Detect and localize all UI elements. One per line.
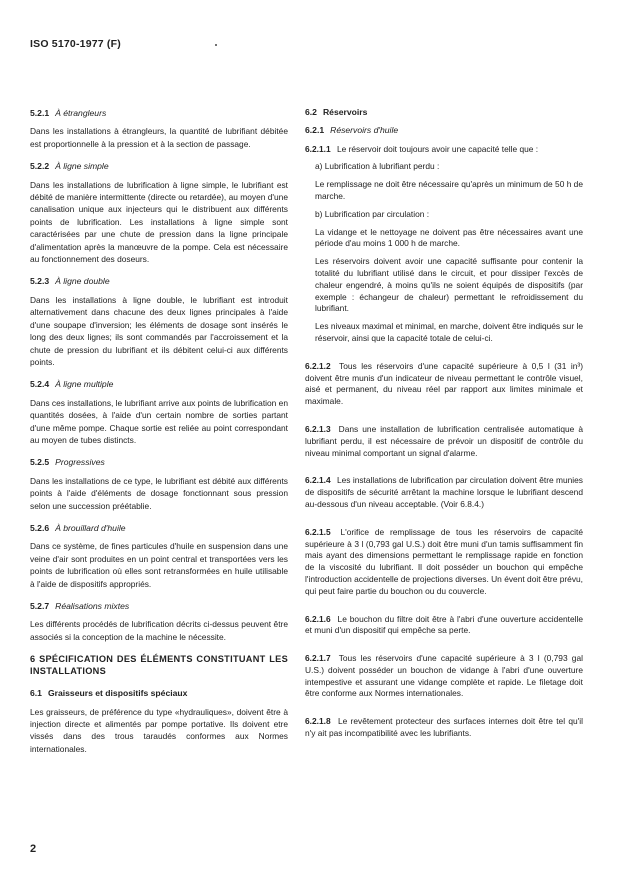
section-number: 5.2.7 [30,601,50,611]
section-number: 6.1 [30,688,42,699]
paragraph-text: Tous les réservoirs d'une capacité supérieure à 3 l (0,793 gal U.S.) doivent posséder un bouchon de vidange à l'abri d'une ouverture intempestive et assurant une vidange complète et rapide. Le filetage doit être conforme aux Normes internationales. [305,653,583,699]
section-title: Réservoirs [322,107,368,117]
item-a: a) Lubrification à lubrifiant perdu : [315,161,440,172]
paragraph-5-2-2: Dans les installations de lubrification à ligne simple, le lubrifiant est débité de manière intermittente (directe ou retardée), au moyen d'une canalisation unique aux injecteurs qui le distribuent aux différents points de lubrification. Les installations à ligne simple sont caractérisées par une chute de pression dans la ligne principale d'alimentation après la manœuvre de la pompe. Cela est nécessaire au fonctionnement des doseurs. [30,179,288,265]
left-column [30,107,288,765]
paragraph-5-2-3: Dans les installations à ligne double, le lubrifiant est introduit alternativement dans chacune des deux lignes principales à l'aide d'une soupape d'inversion; les éléments de dosage sont insérés le long des deux lignes; ils sont commandés par l'accroissement et la chute de pression du lubrifiant et ils débitent celui-ci aux différents points. [30,294,288,367]
section-number: 5.2.6 [30,522,50,533]
heading-5-2-5 [30,456,288,468]
heading-5-2-6 [30,522,288,534]
paragraph-6-2-1-1 [305,144,583,156]
paragraph-text: Les installations de lubrification par circulation doivent être munies de dispositifs de sécurité arrêtant la machine lorsque le lubrifiant descend au-dessous d'un niveau acceptable. (Voir 6.8.4.) [305,475,583,509]
paragraph-number: 6.2.1.8 [305,716,331,727]
section-number: 5.2.4 [30,379,50,390]
paragraph-5-2-5: Dans les installations de ce type, le lubrifiant est débité aux différents points à l'aide d'éléments de dosage fonctionnant sous pression selon une succession préétablie. [30,475,288,511]
paragraph-6-2-1-8 [305,716,583,740]
section-number: 6.2 [305,107,317,117]
page-number: 2 [30,843,37,855]
paragraph-5-2-1: Dans les installations à étrangleurs, la quantité de lubrifiant débitée est proportionnelle à la pression et à la section de passage. [30,126,288,149]
paragraph-6-2-1-6 [305,614,583,638]
section-title: À ligne multiple [55,379,114,390]
paragraph-number: 6.2.1.6 [305,613,331,624]
chapter-6-heading: 6 SPÉCIFICATION DES ÉLÉMENTS CONSTITUANT LES INSTALLATIONS [30,654,288,677]
paragraph-text: Dans une installation de lubrification centralisée automatique à lubrifiant perdu, il est nécessaire de prévoir un dispositif de contrôle du niveau minimal comportant un signal d'alarme. [305,423,583,458]
heading-6-1 [30,687,288,699]
levels-text: Les niveaux maximal et minimal, en marche, doivent être indiqués sur le réservoir, ainsi que la capacité totale de celui-ci. [315,321,583,343]
paragraph-text: Tous les réservoirs d'une capacité supérieure à 0,5 l (31 in³) doivent être munis d'un indicateur de niveau permettant le contrôle visuel, aisé et permanent, du niveau réel par rapport aux limites minimale et maximale. [305,360,583,407]
section-title: À ligne double [55,276,110,287]
paragraph-number: 6.2.1.3 [305,423,331,434]
paragraph-5-2-6: Dans ce système, de fines particules d'huile en suspension dans une veine d'air sont produites en un point central et transportées vers les points de lubrification où elles sont retransformées en huile utilisable à l'aide de dispositifs appropriés. [30,541,288,589]
heading-5-2-1 [30,107,288,119]
section-number: 5.2.3 [30,276,50,287]
item-a-text: Le remplissage ne doit être nécessaire qu'après un minimum de 50 h de marche. [315,179,583,201]
section-title: Progressives [55,457,105,468]
document-header: ISO 5170-1977 (F) [30,38,121,50]
paragraph-text: Le revêtement protecteur des surfaces internes doit être tel qu'il n'y ait pas incompatibilité avec les lubrifiants. [305,716,583,739]
paragraph-number: 6.2.1.5 [305,526,331,537]
reservoir-capacity-text: Les réservoirs doivent avoir une capacité suffisante pour contenir la totalité du lubrifiant utilisé dans le circuit, et pour dissiper l'excès de chaleur engendré, à moins qu'ils ne soient équipés de dispositifs (par exemple : échangeur de chaleur) permettant le refroidissement du lubrifiant. [315,256,583,314]
paragraph-6-2-1-2 [305,361,583,408]
paragraph-text: Le bouchon du filtre doit être à l'abri d'une ouverture accidentelle et muni d'un dispositif qui empêche sa perte. [305,613,583,636]
section-title: Graisseurs et dispositifs spéciaux [47,688,188,699]
right-column [305,107,583,746]
section-number: 5.2.1 [30,108,50,118]
paragraph-5-2-4: Dans ces installations, le lubrifiant arrive aux points de lubrification en quantités dosées, à l'aide d'un certain nombre de sorties partant d'une même pompe. Chaque sortie est reliée au point correspondant au moyen de tubes distincts. [30,397,288,445]
section-title: À étrangleurs [55,108,107,118]
heading-5-2-4 [30,378,288,390]
section-number: 5.2.5 [30,457,50,468]
scan-speck [215,44,217,46]
paragraph-6-1: Les graisseurs, de préférence du type «hydrauliques», doivent être à injection directe et alimentés par pompe portative. Ils doivent etre vissés dans des trous taraudés conformes aux Normes internationales. [30,706,288,754]
section-number: 6.2.1 [305,124,325,135]
section-number: 5.2.2 [30,161,50,172]
paragraph-number: 6.2.1.1 [305,143,331,154]
heading-5-2-3 [30,275,288,287]
paragraph-6-2-1-7 [305,653,583,700]
paragraph-number: 6.2.1.7 [305,653,331,664]
section-title: Réservoirs d'huile [330,124,399,135]
paragraph-number: 6.2.1.4 [305,475,331,486]
paragraph-5-2-7: Les différents procédés de lubrification décrits ci-dessus peuvent être associés si la conception de la machine le nécessite. [30,619,288,642]
section-title: À ligne simple [55,161,109,172]
paragraph-text: Le réservoir doit toujours avoir une capacité telle que : [336,143,539,154]
paragraph-6-2-1-3 [305,424,583,459]
heading-6-2-1 [305,125,583,137]
paragraph-number: 6.2.1.2 [305,360,331,371]
heading-5-2-7 [30,600,288,612]
heading-6-2 [305,107,583,119]
paragraph-6-2-1-5 [305,527,583,598]
item-b: b) Lubrification par circulation : [315,208,430,219]
section-title: À brouillard d'huile [55,522,126,533]
heading-5-2-2 [30,160,288,172]
section-title: Réalisations mixtes [55,601,130,611]
item-b-text: La vidange et le nettoyage ne doivent pas être nécessaires avant une période d'au moins 1 000 h de marche. [315,226,583,249]
paragraph-6-2-1-4 [305,475,583,510]
paragraph-text: L'orifice de remplissage de tous les réservoirs de capacité supérieure à 3 l (0,793 gal U.S.) doit être muni d'un tamis suffisamment fin mais ayant des dimensions permettant le remplissage rapide en fonction de la viscosité du lubrifiant. Il doit posséder un bouchon qui empêche l'introduction accidentelle de projections diverses. Un évent doit être prévu, qui peut faire partie du bouchon ou du couvercle. [305,526,584,596]
